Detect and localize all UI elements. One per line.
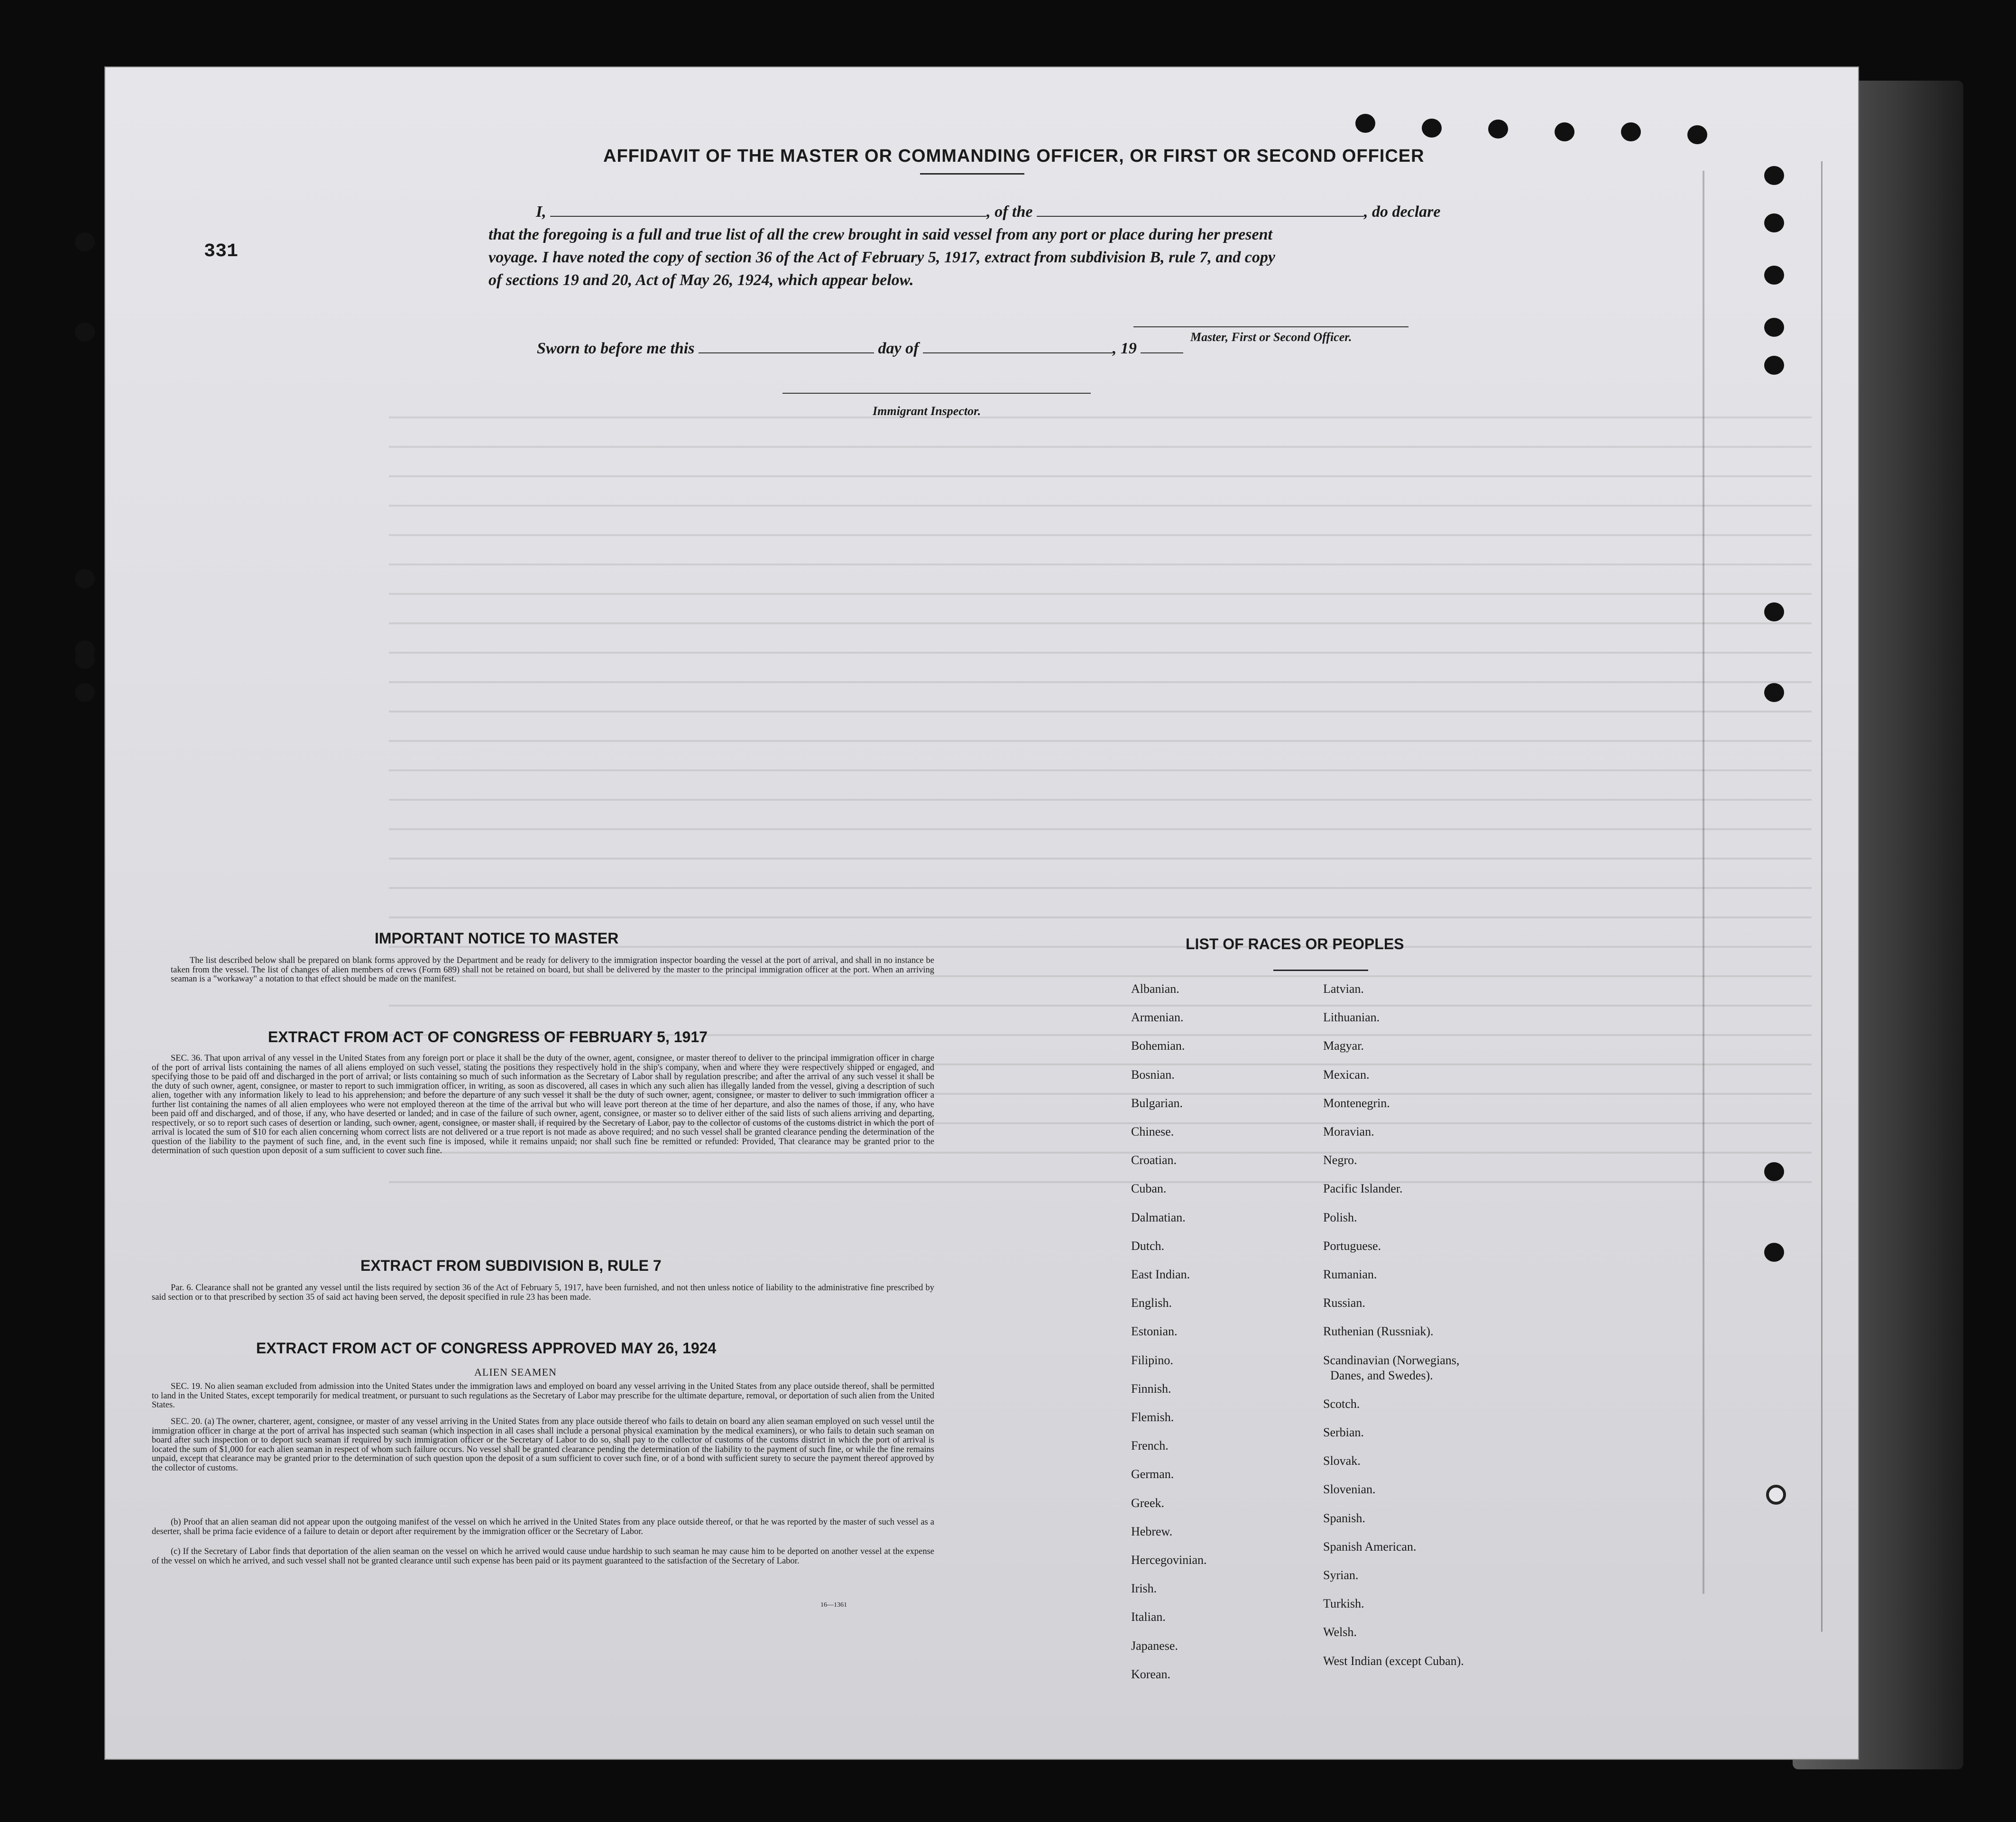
bleed-through-columns (1703, 171, 1704, 1594)
race-item: Mexican. (1323, 1067, 1370, 1082)
races-title-rule (1273, 970, 1368, 971)
race-item: Turkish. (1323, 1597, 1364, 1611)
race-item: Greek. (1131, 1496, 1165, 1510)
punch-hole (1764, 166, 1784, 185)
inspector-signature-label: Immigrant Inspector. (873, 404, 981, 418)
race-item: Chinese. (1131, 1125, 1174, 1138)
race-item: Hebrew. (1131, 1524, 1173, 1538)
race-item: Irish. (1131, 1582, 1157, 1596)
race-item: Spanish American. (1323, 1539, 1417, 1554)
punch-hole (75, 569, 95, 588)
notice-title: IMPORTANT NOTICE TO MASTER (375, 930, 619, 947)
race-item: Serbian. (1323, 1425, 1364, 1439)
race-item: Albanian. (1131, 982, 1179, 996)
race-item: Ruthenian (Russniak). (1323, 1324, 1434, 1339)
year-label: , 19 (1112, 340, 1137, 357)
sworn-label: Sworn to before me this (537, 340, 695, 357)
race-item: Dutch. (1131, 1239, 1165, 1253)
affidavit-line-3: of sections 19 and 20, Act of May 26, 1924, which appear below. (488, 271, 914, 289)
race-item: East Indian. (1131, 1267, 1190, 1281)
vessel-name-blank[interactable] (1037, 216, 1364, 217)
race-item: Slovenian. (1323, 1482, 1376, 1497)
notice-body: The list described below shall be prepared on blank forms approved by the Department and be ready for delivery to the immigration inspector boarding the vessel at the port of arrival, and shall in no instance be taken from the vessel. The list of changes of alien members of crews (Form 689) shall not be retained on board, but shall be delivered by the master to the principal immigration officer at the port. When an arriving seaman is a "workaway" a notation to that effect should be made on the manifest. (171, 956, 934, 984)
race-item: Syrian. (1323, 1568, 1359, 1582)
punch-hole (1764, 266, 1784, 285)
race-item: French. (1131, 1439, 1169, 1453)
punch-hole (1764, 683, 1784, 702)
race-item: Filipino. (1131, 1353, 1173, 1367)
race-item: Spanish. (1323, 1511, 1365, 1525)
of-the-label: , of the (986, 203, 1033, 221)
punch-hole (75, 232, 95, 251)
punch-hole (1766, 1485, 1786, 1505)
race-item: Korean. (1131, 1667, 1171, 1681)
punch-hole (75, 650, 95, 669)
punch-hole (1687, 125, 1707, 144)
manifest-sheet (104, 66, 1859, 1760)
punch-hole (1764, 213, 1784, 232)
race-item: Pacific Islander. (1323, 1182, 1403, 1196)
extract-1924-sec20c: (c) If the Secretary of Labor finds that deportation of the alien seaman on the vessel on which he arrived would cause undue hardship to such seaman he may cause him to be deported on another vessel at the expense of the vessel on which he arrived, and such vessel shall not be granted clearance until such expense has been paid or its payment guaranteed to the satisfaction of the Secretary of Labor. (152, 1547, 934, 1566)
sworn-line (537, 340, 1183, 358)
race-item: Estonian. (1131, 1324, 1178, 1339)
extract-1917-body: SEC. 36. That upon arrival of any vessel in the United States from any foreign port or place it shall be the duty of the owner, agent, consignee, or master thereof to deliver to the principal immigration officer in charge of the port of arrival lists containing the names of all aliens employed on such vessel, stating the positions they respectively hold in the ship's company, when and where they were respectively shipped or engaged, and specifying those to be paid off and discharged in the port of arrival; or lists containing so much of such information as the Secretary of Labor shall by regulation prescribe; and after the arrival of any such vessel it shall be the duty of such owner, agent, consignee, or master to report to such immigration officer, in writing, as soon as discovered, all cases in which any such alien has illegally landed from the vessel, giving a description of such alien, together with any information likely to lead to his apprehension; and before the departure of any such vessel it shall be the duty of such owner, agent, consignee, or master to deliver to such immigration officer a further list containing the names of all alien employees who were not employed thereon at the time of the arrival but who will leave port thereon at the time of her departure, and also the names of those, if any, who have been paid off and discharged, and of those, if any, who have deserted or landed; and in case of the failure of such owner, agent, consignee, or master so to deliver either of the said lists of such aliens arriving and departing, respectively, or so to report such cases of desertion or landing, such owner, agent, consignee, or master shall, if required by the Secretary of Labor, pay to the collector of customs of the customs district in which the port of arrival is located the sum of $10 for each alien concerning whom correct lists are not delivered or a true report is not made as above required; and no such vessel shall be granted clearance pending the determination of the question of the liability to the payment of such fine, and, in the event such fine is imposed, while it remains unpaid; nor shall such fine be remitted or refunded: Provided, That clearance may be granted prior to the determination of such question upon deposit of a sum sufficient to cover such fine. (152, 1054, 934, 1156)
affidavit-line-i (536, 203, 1440, 221)
punch-hole (1621, 122, 1641, 141)
race-item: Slovak. (1323, 1454, 1361, 1468)
title-rule (920, 173, 1024, 175)
race-item: Magyar. (1323, 1039, 1364, 1053)
race-item: Montenegrin. (1323, 1096, 1390, 1110)
race-item: Rumanian. (1323, 1267, 1377, 1281)
race-item: Flemish. (1131, 1410, 1174, 1424)
day-of-label: day of (878, 340, 919, 357)
punch-hole (1555, 122, 1574, 141)
extract-1917-title: EXTRACT FROM ACT OF CONGRESS OF FEBRUARY 5, 1917 (268, 1028, 708, 1045)
race-item: West Indian (except Cuban). (1323, 1654, 1464, 1668)
race-item: Bosnian. (1131, 1067, 1175, 1082)
punch-hole (1488, 120, 1508, 139)
race-item: Armenian. (1131, 1010, 1184, 1025)
punch-hole (1764, 1162, 1784, 1181)
page-number-stamp: 331 (204, 241, 239, 262)
extract-1924-sec20a: SEC. 20. (a) The owner, charterer, agent, consignee, or master of any vessel arriving in the United States from any place outside thereof who fails to detain on board any alien seaman employed on such vessel until the immigration officer in charge at the port of arrival has inspected such seaman (which inspection in all cases shall include a personal physical examination by the medical examiners), or who fails to detain such seaman on board after such inspection or to deport such seaman if required by such immigration officer or the Secretary of Labor to do so, shall pay to the collector of customs of the customs district in which the port of arrival is located the sum of $1,000 for each alien seaman in respect of whom such failure occurs. No vessel shall be granted clearance pending the determination of the liability to the payment of such fine, or while the fine remains unpaid, except that clearance may be granted prior to the determination of such question upon the deposit of a sum sufficient to cover such fine, or of a bond with sufficient surety to secure the payment thereof approved by the collector of customs. (152, 1417, 934, 1473)
affidavit-title: AFFIDAVIT OF THE MASTER OR COMMANDING OFFICER, OR FIRST OR SECOND OFFICER (603, 146, 1425, 166)
sworn-year-blank[interactable] (1141, 352, 1183, 353)
race-item: Finnish. (1131, 1381, 1171, 1396)
extract-1924-sec19: SEC. 19. No alien seaman excluded from admission into the United States under the immigration laws and employed on board any vessel arriving in the United States from any place outside thereof, shall be permitted to land in the United States, except temporarily for medical treatment, or pursuant to such regulations as the Secretary of Labor may prescribe for the ultimate departure, removal, or deportation of such alien from the United States. (152, 1382, 934, 1410)
race-item: Croatian. (1131, 1153, 1177, 1167)
race-item: Moravian. (1323, 1125, 1374, 1138)
affidavit-line-2: voyage. I have noted the copy of section 36 of the Act of February 5, 1917, extract from subdivision B, rule 7, and copy (488, 249, 1275, 266)
race-item: Bohemian. (1131, 1039, 1185, 1053)
race-item: Negro. (1323, 1153, 1357, 1167)
punch-hole (1764, 318, 1784, 337)
master-signature-label: Master, First or Second Officer. (1190, 330, 1352, 344)
race-item: Lithuanian. (1323, 1010, 1380, 1025)
bleed-through-right-edge (1821, 161, 1823, 1632)
punch-hole (75, 683, 95, 702)
affidavit-line-1: that the foregoing is a full and true list of all the crew brought in said vessel from any port or place during her present (488, 226, 1272, 243)
punch-hole (1764, 602, 1784, 621)
do-declare-label: , do declare (1364, 203, 1441, 221)
race-item: Welsh. (1323, 1625, 1357, 1639)
race-item: Hercegovinian. (1131, 1553, 1207, 1567)
extract-1924-sec20b: (b) Proof that an alien seaman did not appear upon the outgoing manifest of the vessel on which he arrived in the United States from any place outside thereof, or that he was reported by the master of such vessel as a deserter, shall be prima facie evidence of a failure to detain or deport after requirement by the immigration officer or the Secretary of Labor. (152, 1517, 934, 1536)
officer-name-blank[interactable] (550, 216, 986, 217)
race-item: Cuban. (1131, 1182, 1167, 1196)
race-item: Bulgarian. (1131, 1096, 1183, 1110)
sworn-month-blank[interactable] (923, 352, 1113, 353)
sworn-day-blank[interactable] (699, 352, 874, 353)
punch-hole (1764, 1243, 1784, 1262)
race-item: Polish. (1323, 1210, 1357, 1224)
race-item: German. (1131, 1467, 1174, 1481)
punch-hole (75, 323, 95, 342)
race-item: Danes, and Swedes). (1330, 1368, 1433, 1382)
punch-hole (1422, 119, 1442, 138)
master-signature-line[interactable] (1133, 326, 1408, 327)
punch-hole (1764, 356, 1784, 375)
race-item: English. (1131, 1296, 1172, 1310)
extract-1924-subtitle: ALIEN SEAMEN (474, 1366, 557, 1378)
i-label: I, (536, 203, 546, 221)
race-item: Russian. (1323, 1296, 1365, 1310)
inspector-signature-line[interactable] (782, 393, 1091, 394)
races-title: LIST OF RACES OR PEOPLES (1186, 935, 1404, 953)
form-number: 16—1361 (820, 1601, 847, 1609)
extract-rule7-title: EXTRACT FROM SUBDIVISION B, RULE 7 (360, 1257, 662, 1274)
extract-rule7-body: Par. 6. Clearance shall not be granted any vessel until the lists required by section 36 of the Act of February 5, 1917, have been furnished, and not then unless notice of liability to the administrative fine prescribed by said section or to that prescribed by section 35 of said act having been served, the deposit specified in rule 23 has been made. (152, 1283, 934, 1302)
punch-hole (1355, 114, 1375, 133)
race-item: Scotch. (1323, 1397, 1360, 1411)
race-item: Scandinavian (Norwegians, (1323, 1353, 1460, 1367)
extract-1924-title: EXTRACT FROM ACT OF CONGRESS APPROVED MAY 26, 1924 (256, 1340, 717, 1357)
race-item: Dalmatian. (1131, 1210, 1186, 1224)
race-item: Latvian. (1323, 982, 1364, 996)
race-item: Japanese. (1131, 1638, 1178, 1653)
race-item: Portuguese. (1323, 1239, 1381, 1253)
race-item: Italian. (1131, 1610, 1166, 1624)
